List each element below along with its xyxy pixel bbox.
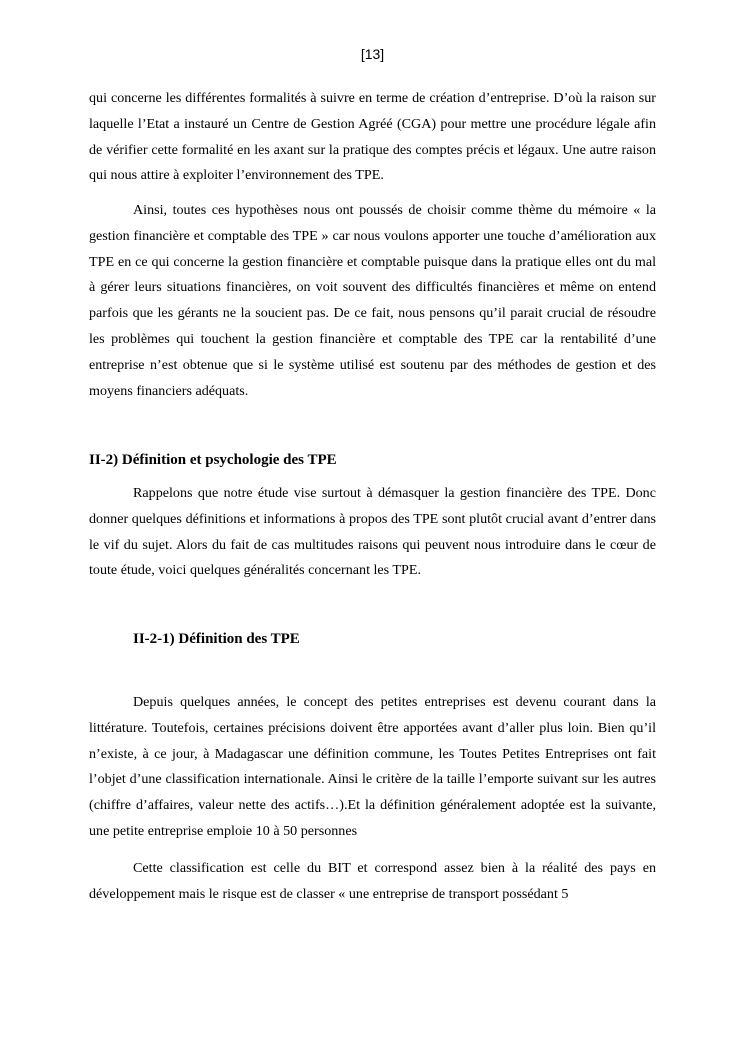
subsection-heading: II-2-1) Définition des TPE [133, 631, 300, 647]
paragraph-classification: Cette classification est celle du BIT et correspond assez bien à la réalité des pays en développement mais le risque est de classer « une entreprise de transport possédant 5 [89, 860, 656, 902]
paragraph-formalites: qui concerne les différentes formalités à suivre en terme de création d’entreprise. D’où la raison sur laquelle l’Etat a instauré un Centre de Gestion Agréé (CGA) pour mettre une procédure légale afin de vérifier cette formalité en les axant sur la pratique des comptes précis et légaux. Une autre raison qui nous attire à exploiter l’environnement des TPE. [89, 90, 656, 184]
paragraph-rappelons: Rappelons que notre étude vise surtout à démasquer la gestion financière des TPE. Donc donner quelques définitions et informations à propos des TPE sont plutôt crucial avant d’entrer dans le vif du sujet. Alors du fait de cas multitudes raisons qui peuvent nous introduire dans le cœur de toute étude, voici quelques généralités concernant les TPE. [89, 485, 656, 579]
paragraph-definition: Depuis quelques années, le concept des petites entreprises est devenu courant dans la littérature. Toutefois, certaines précisions doivent être apportées avant d’aller plus loin. Bien qu’il n’existe, à ce jour, à Madagascar une définition commune, les Toutes Petites Entreprises ont fait l’objet d’une classification internationale. Ainsi le critère de la taille l’emporte suivant sur les autres (chiffre d’affaires, valeur nette des actifs…).Et la définition généralement adoptée est la suivante, une petite entreprise emploie 10 à 50 personnes [89, 694, 656, 839]
page-number: [13] [360, 46, 385, 62]
paragraph-hypotheses: Ainsi, toutes ces hypothèses nous ont poussés de choisir comme thème du mémoire « la gestion financière et comptable des TPE » car nous voulons apporter une touche d’amélioration aux TPE en ce qui concerne la gestion financière et comptable puisque dans la pratique elles ont du mal à gérer leurs situations financières, on voit souvent des difficultés financières et même on entend parfois que les gérants ne la soucient pas. De ce fait, nous pensons qu’il parait crucial de résoudre les problèmes qui touchent la gestion financière et comptable des TPE car la rentabilité d’une entreprise n’est obtenue que si le système utilisé est soutenu par des méthodes de gestion et des moyens financiers adéquats. [89, 202, 656, 399]
section-heading: II-2) Définition et psychologie des TPE [89, 452, 337, 468]
